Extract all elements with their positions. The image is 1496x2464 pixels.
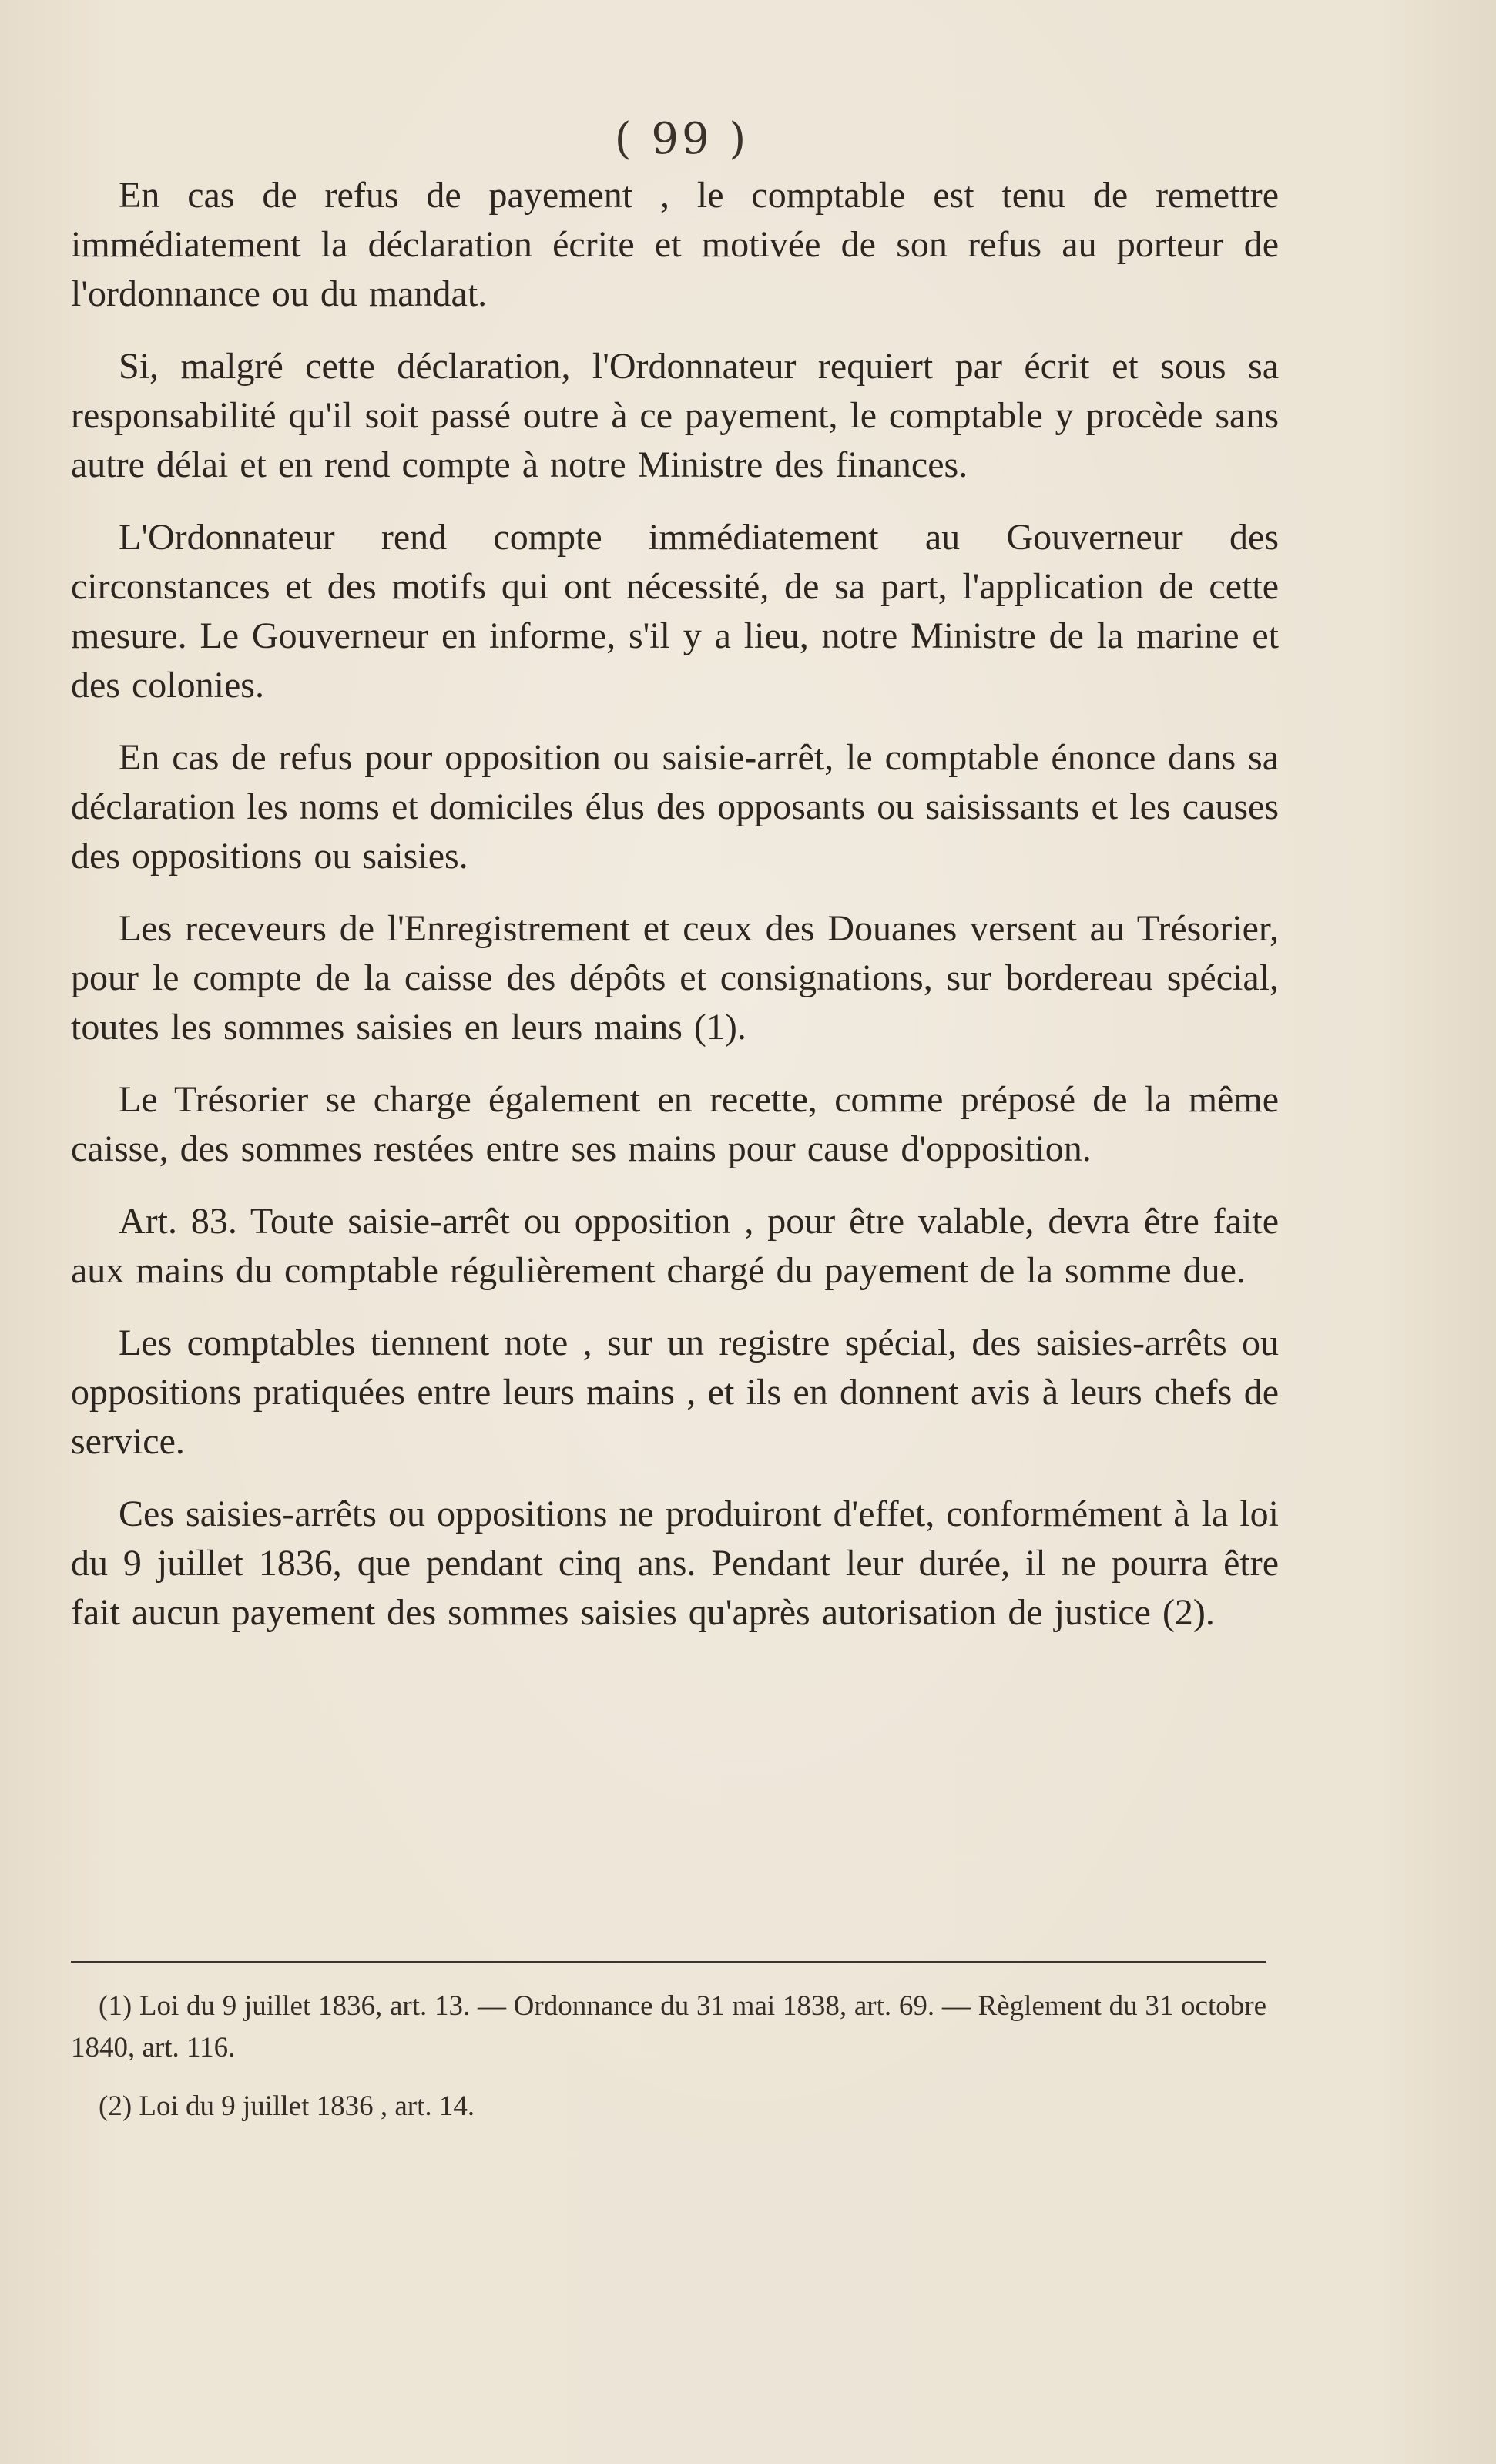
body-text <box>71 171 1279 1661</box>
paragraph: Si, malgré cette déclaration, l'Ordonnateur requiert par écrit et sous sa responsabilité qu'il soit passé outre à ce payement, le comptable y procède sans autre délai et en rend compte à notre Ministre des finances. <box>71 346 1279 485</box>
footnote-2: (2) Loi du 9 juillet 1836 , art. 14. <box>99 2090 475 2122</box>
paragraph: Les comptables tiennent note , sur un registre spécial, des saisies-arrêts ou oppositions pratiquées entre leurs mains , et ils en donnent avis à leurs chefs de service. <box>71 1323 1279 1462</box>
paragraph: L'Ordonnateur rend compte immédiatement au Gouverneur des circonstances et des motifs qui ont nécessité, de sa part, l'application de cette mesure. Le Gouverneur en informe, s'il y a lieu, notre Ministre de la marine et des colonies. <box>71 517 1279 706</box>
page-number: ( 99 ) <box>614 114 750 164</box>
footnotes <box>71 1986 1266 2144</box>
paragraph: En cas de refus de payement , le comptable est tenu de remettre immédiatement la déclaration écrite et motivée de son refus au porteur de l'ordonnance ou du mandat. <box>71 175 1279 314</box>
footnote-1: (1) Loi du 9 juillet 1836, art. 13. — Ordonnance du 31 mai 1838, art. 69. — Règlement du 31 octobre 1840, art. 116. <box>71 1990 1266 2063</box>
paragraph-article-83: Art. 83. Toute saisie-arrêt ou opposition , pour être valable, devra être faite aux mains du comptable régulièrement chargé du payement de la somme due. <box>71 1201 1279 1291</box>
paragraph: Le Trésorier se charge également en recette, comme préposé de la même caisse, des sommes restées entre ses mains pour cause d'opposition. <box>71 1079 1279 1169</box>
footnote-divider <box>71 1961 1266 1963</box>
paragraph: Les receveurs de l'Enregistrement et ceux des Douanes versent au Trésorier, pour le compte de la caisse des dépôts et consignations, sur bordereau spécial, toutes les sommes saisies en leurs mains (1). <box>71 908 1279 1048</box>
paragraph: En cas de refus pour opposition ou saisie-arrêt, le comptable énonce dans sa déclaration les noms et domiciles élus des opposants ou saisissants et les causes des oppositions ou saisies. <box>71 737 1279 877</box>
paragraph: Ces saisies-arrêts ou oppositions ne produiront d'effet, conformément à la loi du 9 juillet 1836, que pendant cinq ans. Pendant leur durée, il ne pourra être fait aucun payement des sommes saisies qu'après autorisation de justice (2). <box>71 1493 1279 1633</box>
